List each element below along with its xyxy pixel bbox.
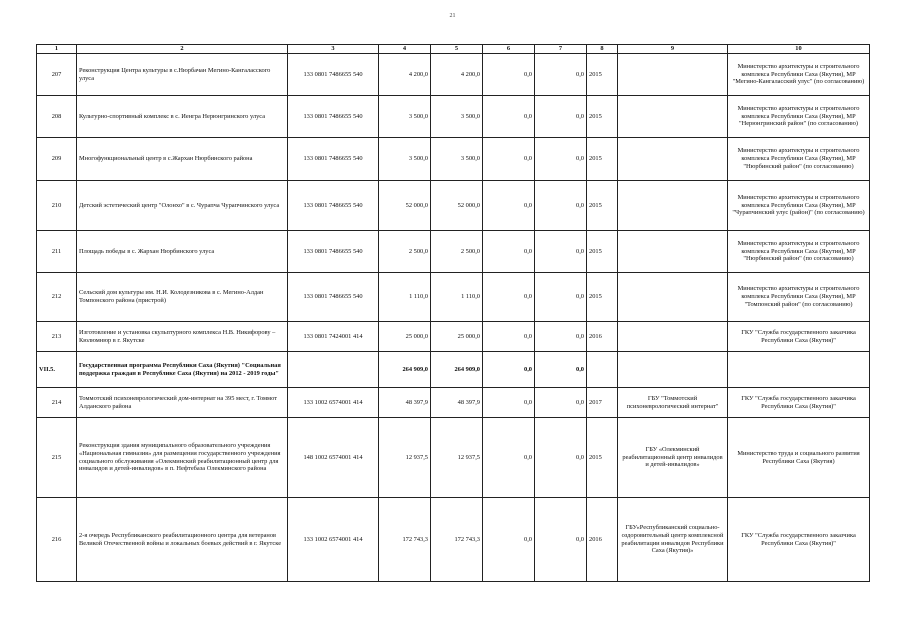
column-number: 6 (483, 45, 535, 54)
table-row (37, 418, 870, 498)
responsible-agency (728, 352, 870, 388)
recipient (618, 181, 728, 231)
amount-col6: 0,0 (483, 96, 535, 138)
budget-code: 133 1002 6574001 414 (288, 498, 379, 582)
amount-col4: 25 000,0 (379, 322, 431, 352)
responsible-agency: Министерство архитектуры и строительного комплекса Республики Саха (Якутия), МР "Чурапчинский улус (район)" (по согласованию) (728, 181, 870, 231)
object-name: Детский эстетический центр "Олонхо" в с. Чурапча Чурапчинского улуса (77, 181, 288, 231)
budget-code: 133 0801 7486655 540 (288, 181, 379, 231)
row-number: 208 (37, 96, 77, 138)
column-number: 5 (431, 45, 483, 54)
year: 2017 (587, 388, 618, 418)
object-name: Сельский дом культуры им. Н.И. Колодезникова в с. Мегино-Алдан Томпонского района (пристрой) (77, 273, 288, 322)
amount-col5: 52 000,0 (431, 181, 483, 231)
column-number: 7 (535, 45, 587, 54)
recipient (618, 352, 728, 388)
responsible-agency: Министерство архитектуры и строительного комплекса Республики Саха (Якутия), МР "Нерюнгринский район" (по согласованию) (728, 96, 870, 138)
budget-code: 133 0801 7424001 414 (288, 322, 379, 352)
row-number: 207 (37, 54, 77, 96)
budget-table (36, 44, 870, 582)
program-section-row (37, 352, 870, 388)
amount-col7: 0,0 (535, 96, 587, 138)
responsible-agency: ГКУ "Служба государственного заказчика Республики Саха (Якутия)" (728, 498, 870, 582)
column-number: 9 (618, 45, 728, 54)
year: 2016 (587, 498, 618, 582)
row-number: 216 (37, 498, 77, 582)
responsible-agency: Министерство архитектуры и строительного комплекса Республики Саха (Якутия), МР "Нюрбинский район" (по согласованию) (728, 138, 870, 181)
amount-col4: 4 200,0 (379, 54, 431, 96)
amount-col5: 25 000,0 (431, 322, 483, 352)
budget-code: 133 1002 6574001 414 (288, 388, 379, 418)
table-row (37, 498, 870, 582)
column-number: 8 (587, 45, 618, 54)
year: 2015 (587, 54, 618, 96)
amount-col7: 0,0 (535, 388, 587, 418)
amount-col7: 0,0 (535, 322, 587, 352)
amount-col7: 0,0 (535, 138, 587, 181)
amount-col6: 0,0 (483, 273, 535, 322)
row-number: 212 (37, 273, 77, 322)
year: 2015 (587, 231, 618, 273)
year: 2015 (587, 273, 618, 322)
object-name: Реконструкция Центра культуры в с.Нюрбачан Мегино-Кангаласского улуса (77, 54, 288, 96)
table-row (37, 181, 870, 231)
amount-col6: 0,0 (483, 388, 535, 418)
responsible-agency: Министерство труда и социального развития Республики Саха (Якутия) (728, 418, 870, 498)
amount-col5: 264 909,0 (431, 352, 483, 388)
amount-col5: 12 937,5 (431, 418, 483, 498)
column-number: 2 (77, 45, 288, 54)
budget-code: 133 0801 7486655 540 (288, 138, 379, 181)
responsible-agency: ГКУ "Служба государственного заказчика Республики Саха (Якутия)" (728, 388, 870, 418)
budget-code: 133 0801 7486655 540 (288, 231, 379, 273)
object-name: 2-я очередь Республиканского реабилитационного центра для ветеранов Великой Отечественной войны и локальных боевых действий в г. Якутске (77, 498, 288, 582)
budget-code: 133 0801 7486655 540 (288, 54, 379, 96)
amount-col6: 0,0 (483, 418, 535, 498)
amount-col5: 48 397,9 (431, 388, 483, 418)
year: 2016 (587, 322, 618, 352)
year: 2015 (587, 418, 618, 498)
table-row (37, 322, 870, 352)
amount-col6: 0,0 (483, 322, 535, 352)
amount-col7: 0,0 (535, 498, 587, 582)
budget-code: 133 0801 7486655 540 (288, 96, 379, 138)
object-name: Площадь победы в с. Жархан Нюрбинского улуса (77, 231, 288, 273)
responsible-agency: ГКУ "Служба государственного заказчика Республики Саха (Якутия)" (728, 322, 870, 352)
amount-col6: 0,0 (483, 498, 535, 582)
recipient (618, 273, 728, 322)
column-number: 3 (288, 45, 379, 54)
recipient (618, 54, 728, 96)
amount-col7: 0,0 (535, 231, 587, 273)
row-number: 210 (37, 181, 77, 231)
amount-col7: 0,0 (535, 181, 587, 231)
table-row (37, 138, 870, 181)
amount-col6: 0,0 (483, 231, 535, 273)
amount-col4: 48 397,9 (379, 388, 431, 418)
recipient (618, 322, 728, 352)
year: 2015 (587, 138, 618, 181)
amount-col5: 1 110,0 (431, 273, 483, 322)
responsible-agency: Министерство архитектуры и строительного комплекса Республики Саха (Якутия), МР "Томпонский район" (по согласованию) (728, 273, 870, 322)
budget-code: 133 0801 7486655 540 (288, 273, 379, 322)
year: 2015 (587, 96, 618, 138)
amount-col7: 0,0 (535, 273, 587, 322)
amount-col7: 0,0 (535, 352, 587, 388)
program-title: Государственная программа Республики Саха (Якутия) "Социальная поддержка граждан в Республике Саха (Якутия) на 2012 - 2019 годы" (77, 352, 288, 388)
amount-col6: 0,0 (483, 181, 535, 231)
recipient: ГБУ «Олекминский реабилитационный центр инвалидов и детей-инвалидов» (618, 418, 728, 498)
amount-col5: 172 743,3 (431, 498, 483, 582)
amount-col4: 3 500,0 (379, 96, 431, 138)
row-number: 209 (37, 138, 77, 181)
column-number: 10 (728, 45, 870, 54)
table-row (37, 54, 870, 96)
amount-col6: 0,0 (483, 54, 535, 96)
recipient (618, 96, 728, 138)
amount-col4: 52 000,0 (379, 181, 431, 231)
amount-col5: 4 200,0 (431, 54, 483, 96)
row-number: 211 (37, 231, 77, 273)
table-row (37, 388, 870, 418)
recipient (618, 138, 728, 181)
year (587, 352, 618, 388)
amount-col4: 2 500,0 (379, 231, 431, 273)
object-name: Изготовление и установка скульптурного комплекса Н.В. Никифорову – Кюлюмнюр в г. Якутске (77, 322, 288, 352)
row-number: 213 (37, 322, 77, 352)
object-name: Культурно-спортивный комплекс в с. Иенгра Нерюнгринского улуса (77, 96, 288, 138)
recipient (618, 231, 728, 273)
amount-col5: 3 500,0 (431, 96, 483, 138)
section-number: VII.5. (37, 352, 77, 388)
amount-col5: 2 500,0 (431, 231, 483, 273)
responsible-agency: Министерство архитектуры и строительного комплекса Республики Саха (Якутия), МР "Нюрбинский район" (по согласованию) (728, 231, 870, 273)
table-row (37, 231, 870, 273)
object-name: Томмотский психоневрологический дом-интернат на 395 мест, г. Томмот Алданского района (77, 388, 288, 418)
responsible-agency: Министерство архитектуры и строительного комплекса Республики Саха (Якутия), МР "Мегино-Кангаласский улус" (по согласованию) (728, 54, 870, 96)
amount-col4: 12 937,5 (379, 418, 431, 498)
amount-col4: 264 909,0 (379, 352, 431, 388)
amount-col4: 3 500,0 (379, 138, 431, 181)
table-row (37, 96, 870, 138)
column-number: 4 (379, 45, 431, 54)
amount-col4: 172 743,3 (379, 498, 431, 582)
amount-col7: 0,0 (535, 54, 587, 96)
page-number: 21 (449, 13, 456, 19)
amount-col7: 0,0 (535, 418, 587, 498)
row-number: 214 (37, 388, 77, 418)
object-name: Многофункциональный центр в с.Жархан Нюрбинского района (77, 138, 288, 181)
amount-col6: 0,0 (483, 138, 535, 181)
column-number-row (37, 45, 870, 54)
column-number: 1 (37, 45, 77, 54)
budget-code: 148 1002 6574001 414 (288, 418, 379, 498)
budget-code (288, 352, 379, 388)
amount-col6: 0,0 (483, 352, 535, 388)
row-number: 215 (37, 418, 77, 498)
table-row (37, 273, 870, 322)
recipient: ГБУ "Томмотский психоневрологический интернат" (618, 388, 728, 418)
amount-col4: 1 110,0 (379, 273, 431, 322)
year: 2015 (587, 181, 618, 231)
recipient: ГБУ«Республиканский социально-оздоровительный центр комплексной реабилитации инвалидов Республики Саха (Якутия)» (618, 498, 728, 582)
amount-col5: 3 500,0 (431, 138, 483, 181)
object-name: Реконструкция здания муниципального образовательного учреждения «Национальная гимназия» для размещения государственного учреждения социального обслуживания «Олекминский реабилитационный центр для инвалидов и детей-инвалидов» в п. Нефтебаза Олекминского района (77, 418, 288, 498)
